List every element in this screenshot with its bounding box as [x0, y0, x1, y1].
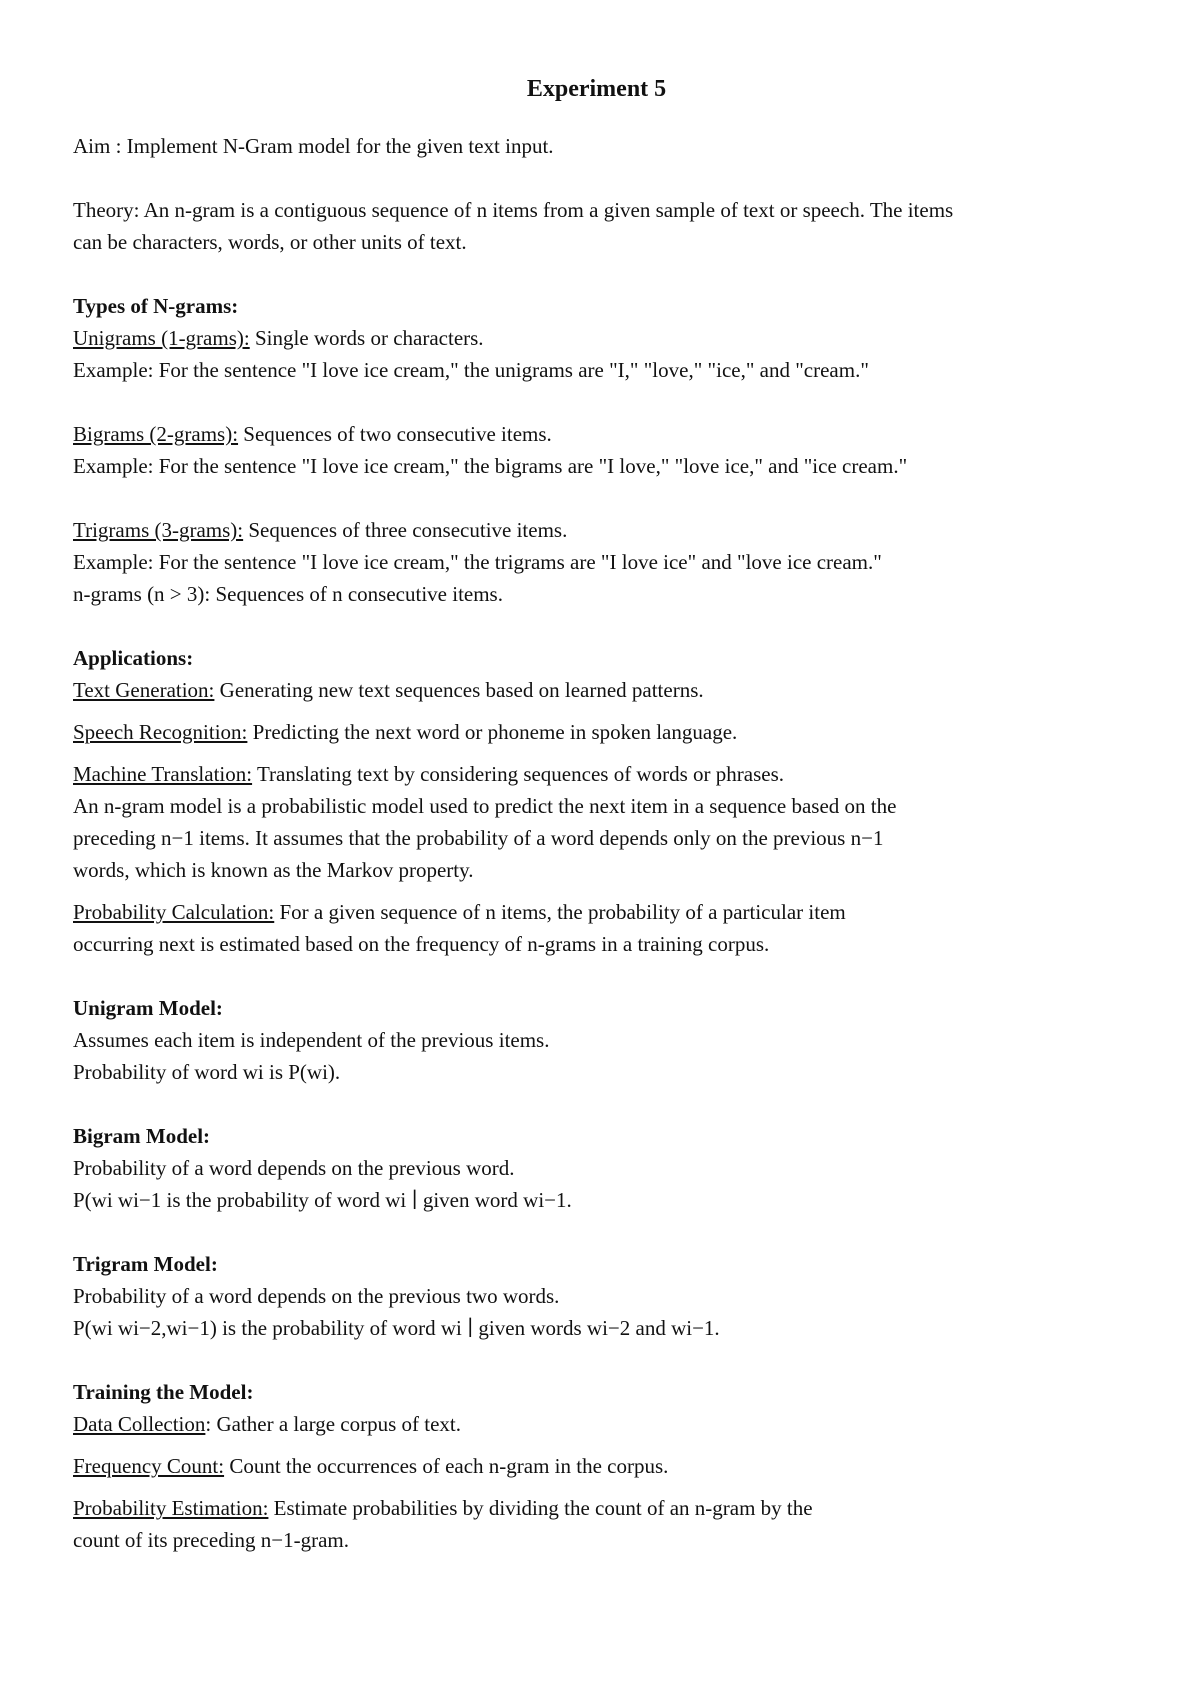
probability-calculation-label: Probability Calculation:: [73, 900, 275, 924]
types-heading: Types of N-grams:: [73, 294, 239, 318]
data-collection-line: [73, 1408, 1120, 1440]
frequency-count-text: Count the occurrences of each n-gram in the corpus.: [224, 1454, 669, 1478]
trigram-model-line-2: P(wi wi−2,wi−1) is the probability of word wi ∣ given words wi−2 and wi−1.: [73, 1316, 720, 1340]
probability-estimation-text: Estimate probabilities by dividing the count of an n-gram by the: [268, 1496, 813, 1520]
speech-recognition-line: [73, 716, 1120, 748]
text-generation-line: [73, 674, 1120, 706]
training-heading: Training the Model:: [73, 1380, 254, 1404]
trigrams-example: Example: For the sentence "I love ice cream," the trigrams are "I love ice" and "love ice cream.": [73, 550, 882, 574]
theory-line-1: Theory: An n-gram is a contiguous sequence of n items from a given sample of text or speech. The items: [73, 198, 954, 222]
unigrams-example: Example: For the sentence "I love ice cream," the unigrams are "I," "love," "ice," and "cream.": [73, 358, 869, 382]
machine-translation-line: [73, 758, 1120, 790]
trigrams-line: [73, 514, 1120, 546]
unigram-model-heading: Unigram Model:: [73, 996, 223, 1020]
text-generation-label: Text Generation:: [73, 678, 215, 702]
frequency-count-line: [73, 1450, 1120, 1482]
unigram-model-line-1: Assumes each item is independent of the previous items.: [73, 1028, 550, 1052]
bigram-model-heading: Bigram Model:: [73, 1124, 211, 1148]
trigram-model-heading: Trigram Model:: [73, 1252, 218, 1276]
bigrams-example: Example: For the sentence "I love ice cream," the bigrams are "I love," "love ice," and "ice cream.": [73, 454, 908, 478]
text-generation-text: Generating new text sequences based on learned patterns.: [214, 678, 704, 702]
aim-line: Aim : Implement N-Gram model for the given text input.: [73, 134, 554, 158]
model-description-line-2: preceding n−1 items. It assumes that the probability of a word depends only on the previous n−1: [73, 826, 884, 850]
unigrams-label: Unigrams (1-grams):: [73, 326, 250, 350]
trigram-model-line-1: Probability of a word depends on the previous two words.: [73, 1284, 560, 1308]
trigrams-text: Sequences of three consecutive items.: [243, 518, 568, 542]
bigrams-label: Bigrams (2-grams):: [73, 422, 239, 446]
data-collection-text: : Gather a large corpus of text.: [205, 1412, 461, 1436]
unigrams-line: [73, 322, 1120, 354]
frequency-count-label: Frequency Count:: [73, 1454, 225, 1478]
machine-translation-text: Translating text by considering sequences of words or phrases.: [252, 762, 784, 786]
bigrams-line: [73, 418, 1120, 450]
probability-estimation-label: Probability Estimation:: [73, 1496, 269, 1520]
unigram-model-line-2: Probability of word wi is P(wi).: [73, 1060, 341, 1084]
model-description-line-1: An n-gram model is a probabilistic model used to predict the next item in a sequence based on the: [73, 794, 897, 818]
speech-recognition-label: Speech Recognition:: [73, 720, 248, 744]
probability-estimation-line: [73, 1492, 1120, 1524]
probability-calculation-text: For a given sequence of n items, the probability of a particular item: [274, 900, 846, 924]
probability-estimation-line-2: count of its preceding n−1-gram.: [73, 1528, 350, 1552]
probability-calculation-line-2: occurring next is estimated based on the frequency of n-grams in a training corpus.: [73, 932, 770, 956]
machine-translation-label: Machine Translation:: [73, 762, 253, 786]
ngrams-line: n-grams (n > 3): Sequences of n consecutive items.: [73, 582, 503, 606]
trigrams-label: Trigrams (3-grams):: [73, 518, 244, 542]
applications-heading: Applications:: [73, 646, 194, 670]
probability-calculation-line: [73, 896, 1120, 928]
theory-line-2: can be characters, words, or other units of text.: [73, 230, 467, 254]
speech-recognition-text: Predicting the next word or phoneme in spoken language.: [247, 720, 738, 744]
data-collection-label: Data Collection: [73, 1412, 206, 1436]
bigrams-text: Sequences of two consecutive items.: [238, 422, 552, 446]
unigrams-text: Single words or characters.: [249, 326, 484, 350]
model-description-line-3: words, which is known as the Markov property.: [73, 858, 474, 882]
bigram-model-line-1: Probability of a word depends on the previous word.: [73, 1156, 515, 1180]
bigram-model-line-2: P(wi wi−1 is the probability of word wi ∣ given word wi−1.: [73, 1188, 572, 1212]
page-title: Experiment 5: [526, 76, 667, 102]
